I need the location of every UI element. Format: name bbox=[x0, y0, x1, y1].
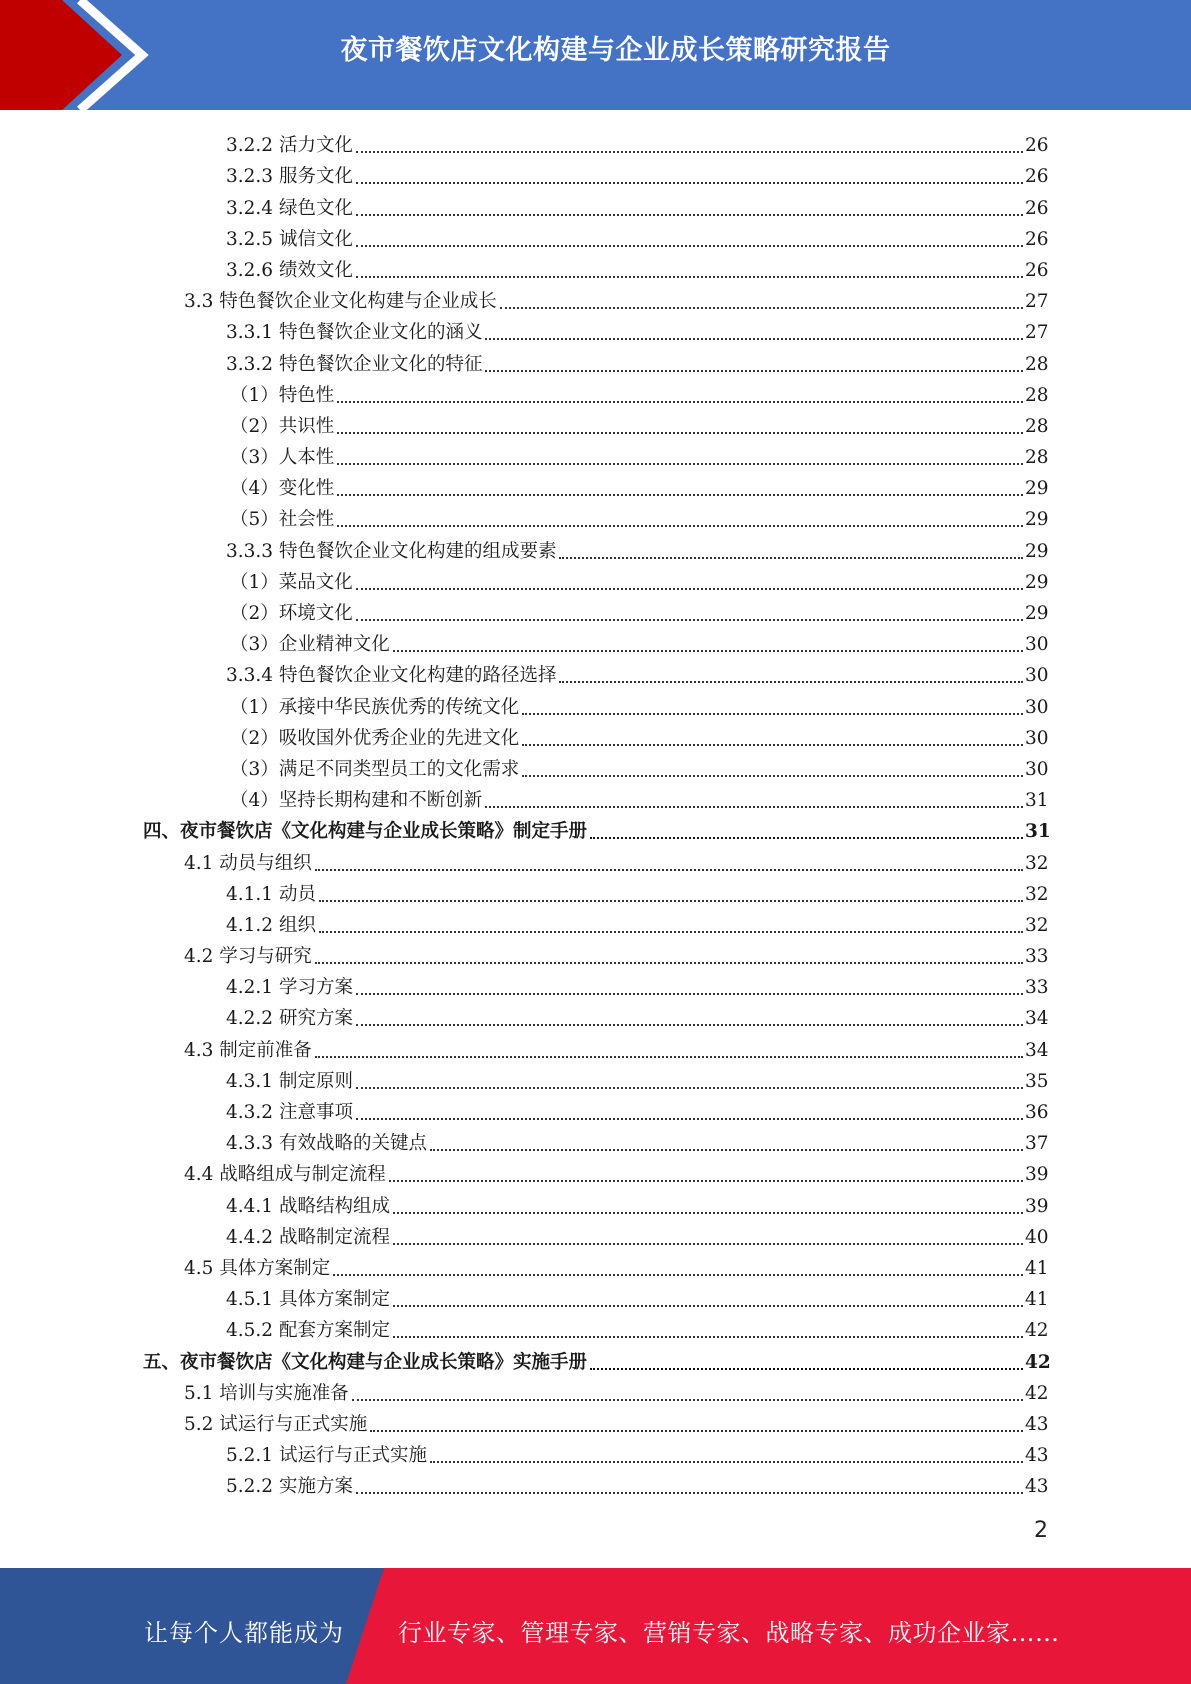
toc-entry-page: 29 bbox=[1025, 478, 1049, 500]
toc-entry-label: 4.1.1 动员 bbox=[226, 883, 316, 905]
toc-dot-leader bbox=[356, 1087, 1023, 1089]
toc-entry[interactable] bbox=[0, 1187, 1191, 1218]
toc-entry[interactable] bbox=[0, 1468, 1191, 1499]
toc-entry[interactable] bbox=[0, 127, 1191, 158]
toc-entry-label: 4.1 动员与组织 bbox=[184, 852, 312, 874]
toc-entry-label: 4.3.3 有效战略的关键点 bbox=[226, 1133, 427, 1155]
toc-entry[interactable] bbox=[0, 876, 1191, 907]
toc-entry-label: （1）承接中华民族优秀的传统文化 bbox=[230, 696, 520, 718]
footer-slogan-left: 让每个人都能成为 bbox=[144, 1619, 344, 1647]
toc-entry-page: 42 bbox=[1025, 1351, 1051, 1373]
toc-entry[interactable] bbox=[0, 938, 1191, 969]
toc-dot-leader bbox=[352, 1399, 1023, 1401]
toc-entry[interactable] bbox=[0, 1406, 1191, 1437]
toc-entry-label: 3.3.4 特色餐饮企业文化构建的路径选择 bbox=[226, 665, 557, 687]
toc-entry-label: （2）吸收国外优秀企业的先进文化 bbox=[230, 727, 520, 749]
toc-entry-page: 32 bbox=[1025, 852, 1049, 874]
toc-dot-leader bbox=[356, 276, 1023, 278]
toc-entry[interactable] bbox=[0, 1343, 1191, 1374]
toc-dot-leader bbox=[500, 307, 1023, 309]
toc-entry[interactable] bbox=[0, 688, 1191, 719]
toc-entry[interactable] bbox=[0, 345, 1191, 376]
toc-entry-label: （3）人本性 bbox=[230, 447, 335, 469]
toc-entry[interactable] bbox=[0, 221, 1191, 252]
toc-entry[interactable] bbox=[0, 1125, 1191, 1156]
toc-dot-leader bbox=[315, 1056, 1023, 1058]
toc-entry-page: 26 bbox=[1025, 135, 1049, 157]
toc-entry-page: 43 bbox=[1025, 1445, 1049, 1467]
toc-dot-leader bbox=[356, 214, 1023, 216]
toc-entry-label: 5.1 培训与实施准备 bbox=[184, 1382, 349, 1404]
toc-dot-leader bbox=[333, 1274, 1023, 1276]
toc-dot-leader bbox=[430, 1149, 1023, 1151]
toc-dot-leader bbox=[590, 837, 1023, 839]
toc-entry-page: 32 bbox=[1025, 914, 1049, 936]
toc-dot-leader bbox=[522, 775, 1023, 777]
toc-dot-leader bbox=[485, 370, 1023, 372]
toc-entry[interactable] bbox=[0, 1000, 1191, 1031]
toc-entry-page: 29 bbox=[1025, 509, 1049, 531]
toc-entry[interactable] bbox=[0, 751, 1191, 782]
toc-entry-label: 4.2.1 学习方案 bbox=[226, 977, 353, 999]
toc-entry-page: 39 bbox=[1025, 1195, 1049, 1217]
toc-dot-leader bbox=[356, 993, 1023, 995]
footer-slogan-right: 行业专家、管理专家、营销专家、战略专家、成功企业家…… bbox=[398, 1619, 1060, 1647]
toc-entry-page: 41 bbox=[1025, 1257, 1049, 1279]
toc-entry-page: 30 bbox=[1025, 727, 1049, 749]
toc-entry[interactable] bbox=[0, 1156, 1191, 1187]
toc-entry-label: （2）共识性 bbox=[230, 415, 335, 437]
toc-entry-page: 33 bbox=[1025, 977, 1049, 999]
toc-entry-label: 4.3.1 制定原则 bbox=[226, 1070, 353, 1092]
toc-entry-label: 3.2.5 诚信文化 bbox=[226, 228, 353, 250]
toc-entry-page: 28 bbox=[1025, 447, 1049, 469]
toc-dot-leader bbox=[315, 869, 1023, 871]
toc-entry-page: 29 bbox=[1025, 540, 1049, 562]
toc-entry[interactable] bbox=[0, 189, 1191, 220]
toc-entry[interactable] bbox=[0, 470, 1191, 501]
toc-entry-label: 五、夜市餐饮店《文化构建与企业成长策略》实施手册 bbox=[143, 1351, 588, 1373]
document-title: 夜市餐饮店文化构建与企业成长策略研究报告 bbox=[340, 35, 891, 66]
toc-entry-page: 32 bbox=[1025, 883, 1049, 905]
toc-entry-page: 26 bbox=[1025, 197, 1049, 219]
toc-entry[interactable] bbox=[0, 1375, 1191, 1406]
toc-dot-leader bbox=[393, 650, 1023, 652]
toc-dot-leader bbox=[393, 1243, 1023, 1245]
toc-entry-label: 4.5 具体方案制定 bbox=[184, 1257, 331, 1279]
toc-entry-page: 26 bbox=[1025, 259, 1049, 281]
toc-entry-label: 4.4 战略组成与制定流程 bbox=[184, 1164, 386, 1186]
toc-entry-page: 27 bbox=[1025, 291, 1049, 313]
toc-entry-label: 3.2.4 绿色文化 bbox=[226, 197, 353, 219]
toc-entry-label: 四、夜市餐饮店《文化构建与企业成长策略》制定手册 bbox=[143, 821, 588, 843]
toc-entry-label: 3.2.3 服务文化 bbox=[226, 166, 353, 188]
toc-entry[interactable] bbox=[0, 564, 1191, 595]
toc-entry[interactable] bbox=[0, 1094, 1191, 1125]
toc-dot-leader bbox=[356, 245, 1023, 247]
toc-dot-leader bbox=[356, 619, 1023, 621]
toc-dot-leader bbox=[430, 1461, 1023, 1463]
toc-entry[interactable] bbox=[0, 907, 1191, 938]
toc-entry-label: 5.2.2 实施方案 bbox=[226, 1476, 353, 1498]
toc-entry-page: 34 bbox=[1025, 1039, 1049, 1061]
toc-dot-leader bbox=[389, 1180, 1023, 1182]
toc-dot-leader bbox=[356, 182, 1023, 184]
toc-dot-leader bbox=[337, 494, 1023, 496]
toc-dot-leader bbox=[393, 1336, 1023, 1338]
page-number: 2 bbox=[1034, 1518, 1048, 1543]
toc-entry-page: 41 bbox=[1025, 1289, 1049, 1311]
toc-entry-label: 4.4.1 战略结构组成 bbox=[226, 1195, 390, 1217]
toc-dot-leader bbox=[356, 151, 1023, 153]
toc-entry-page: 43 bbox=[1025, 1413, 1049, 1435]
toc-entry[interactable] bbox=[0, 1063, 1191, 1094]
toc-entry-label: 5.2 试运行与正式实施 bbox=[184, 1413, 368, 1435]
toc-dot-leader bbox=[485, 338, 1023, 340]
toc-entry[interactable] bbox=[0, 657, 1191, 688]
toc-entry[interactable] bbox=[0, 532, 1191, 563]
toc-entry-label: 3.3 特色餐饮企业文化构建与企业成长 bbox=[184, 291, 497, 313]
toc-entry-label: 3.3.1 特色餐饮企业文化的涵义 bbox=[226, 322, 483, 344]
toc-entry-page: 31 bbox=[1025, 790, 1049, 812]
toc-entry-page: 30 bbox=[1025, 634, 1049, 656]
toc-entry[interactable] bbox=[0, 1312, 1191, 1343]
toc-dot-leader bbox=[319, 931, 1023, 933]
toc-entry[interactable] bbox=[0, 314, 1191, 345]
toc-entry-page: 28 bbox=[1025, 415, 1049, 437]
toc-entry-label: （2）环境文化 bbox=[230, 603, 353, 624]
toc-entry-page: 42 bbox=[1025, 1382, 1049, 1404]
toc-entry-page: 37 bbox=[1025, 1133, 1049, 1155]
toc-entry-page: 28 bbox=[1025, 353, 1049, 375]
toc-dot-leader bbox=[393, 1212, 1023, 1214]
toc-entry[interactable] bbox=[0, 813, 1191, 844]
toc-entry-page: 29 bbox=[1025, 571, 1049, 593]
toc-entry[interactable] bbox=[0, 844, 1191, 875]
toc-entry-label: （3）企业精神文化 bbox=[230, 634, 390, 656]
toc-dot-leader bbox=[559, 681, 1023, 683]
toc-entry-page: 34 bbox=[1025, 1008, 1049, 1030]
toc-entry-page: 27 bbox=[1025, 322, 1049, 344]
toc-entry[interactable] bbox=[0, 626, 1191, 657]
toc-entry-label: （1）特色性 bbox=[230, 384, 335, 406]
toc-entry-label: 4.1.2 组织 bbox=[226, 914, 316, 936]
toc-entry[interactable] bbox=[0, 1031, 1191, 1062]
toc-dot-leader bbox=[522, 744, 1023, 746]
toc-entry-page: 31 bbox=[1025, 821, 1051, 843]
toc-entry-label: 3.3.2 特色餐饮企业文化的特征 bbox=[226, 353, 483, 375]
toc-entry[interactable] bbox=[0, 1281, 1191, 1312]
toc-entry[interactable] bbox=[0, 252, 1191, 283]
toc-entry-label: 5.2.1 试运行与正式实施 bbox=[226, 1445, 427, 1467]
toc-dot-leader bbox=[356, 1024, 1023, 1026]
toc-entry-label: 4.2.2 研究方案 bbox=[226, 1008, 353, 1030]
toc-entry[interactable] bbox=[0, 1219, 1191, 1250]
table-of-contents bbox=[0, 127, 1191, 1499]
toc-entry[interactable] bbox=[0, 969, 1191, 1000]
toc-dot-leader bbox=[337, 401, 1023, 403]
toc-entry-page: 26 bbox=[1025, 166, 1049, 188]
toc-entry[interactable] bbox=[0, 158, 1191, 189]
toc-dot-leader bbox=[485, 806, 1023, 808]
toc-dot-leader bbox=[370, 1430, 1023, 1432]
toc-entry[interactable] bbox=[0, 1250, 1191, 1281]
toc-dot-leader bbox=[337, 432, 1023, 434]
toc-dot-leader bbox=[559, 557, 1023, 559]
toc-entry-label: （1）菜品文化 bbox=[230, 571, 353, 593]
toc-entry-page: 36 bbox=[1025, 1102, 1049, 1123]
toc-entry-page: 35 bbox=[1025, 1070, 1049, 1092]
toc-dot-leader bbox=[337, 463, 1023, 465]
toc-dot-leader bbox=[319, 900, 1023, 902]
toc-entry-label: 3.2.6 绩效文化 bbox=[226, 259, 353, 281]
toc-entry-page: 30 bbox=[1025, 696, 1049, 718]
toc-entry-page: 42 bbox=[1025, 1320, 1049, 1342]
toc-entry[interactable] bbox=[0, 283, 1191, 314]
toc-entry[interactable] bbox=[0, 439, 1191, 470]
toc-entry[interactable] bbox=[0, 408, 1191, 439]
toc-entry-page: 33 bbox=[1025, 946, 1049, 968]
toc-entry-label: 3.2.2 活力文化 bbox=[226, 135, 353, 157]
toc-dot-leader bbox=[337, 525, 1023, 527]
toc-entry-page: 28 bbox=[1025, 384, 1049, 406]
toc-entry-label: 4.5.2 配套方案制定 bbox=[226, 1320, 390, 1342]
toc-entry-label: 4.3.2 注意事项 bbox=[226, 1102, 353, 1123]
toc-entry-page: 30 bbox=[1025, 665, 1049, 687]
toc-entry[interactable] bbox=[0, 377, 1191, 408]
toc-entry-label: （5）社会性 bbox=[230, 509, 335, 531]
toc-entry-label: 4.5.1 具体方案制定 bbox=[226, 1289, 390, 1311]
toc-entry-label: （3）满足不同类型员工的文化需求 bbox=[230, 758, 520, 780]
toc-dot-leader bbox=[522, 713, 1023, 715]
page-header bbox=[0, 0, 1191, 110]
toc-entry-page: 29 bbox=[1025, 603, 1049, 624]
toc-dot-leader bbox=[356, 1492, 1023, 1494]
toc-entry-label: （4）坚持长期构建和不断创新 bbox=[230, 790, 483, 812]
toc-entry-label: 4.2 学习与研究 bbox=[184, 946, 312, 968]
toc-entry-page: 39 bbox=[1025, 1164, 1049, 1186]
toc-entry[interactable] bbox=[0, 1437, 1191, 1468]
page-footer bbox=[0, 1568, 1191, 1684]
toc-entry-label: （4）变化性 bbox=[230, 478, 335, 500]
toc-dot-leader bbox=[393, 1305, 1023, 1307]
toc-entry-label: 4.3 制定前准备 bbox=[184, 1039, 312, 1061]
toc-entry[interactable] bbox=[0, 720, 1191, 751]
toc-entry[interactable] bbox=[0, 501, 1191, 532]
toc-entry-label: 4.4.2 战略制定流程 bbox=[226, 1226, 390, 1248]
toc-entry-page: 30 bbox=[1025, 758, 1049, 780]
toc-dot-leader bbox=[356, 1118, 1023, 1120]
toc-dot-leader bbox=[356, 588, 1023, 590]
toc-entry-page: 40 bbox=[1025, 1226, 1049, 1248]
toc-entry[interactable] bbox=[0, 595, 1191, 626]
toc-dot-leader bbox=[315, 962, 1023, 964]
toc-dot-leader bbox=[590, 1368, 1023, 1370]
toc-entry-page: 26 bbox=[1025, 228, 1049, 250]
toc-entry-page: 43 bbox=[1025, 1476, 1049, 1498]
toc-entry-label: 3.3.3 特色餐饮企业文化构建的组成要素 bbox=[226, 540, 557, 562]
toc-entry[interactable] bbox=[0, 782, 1191, 813]
